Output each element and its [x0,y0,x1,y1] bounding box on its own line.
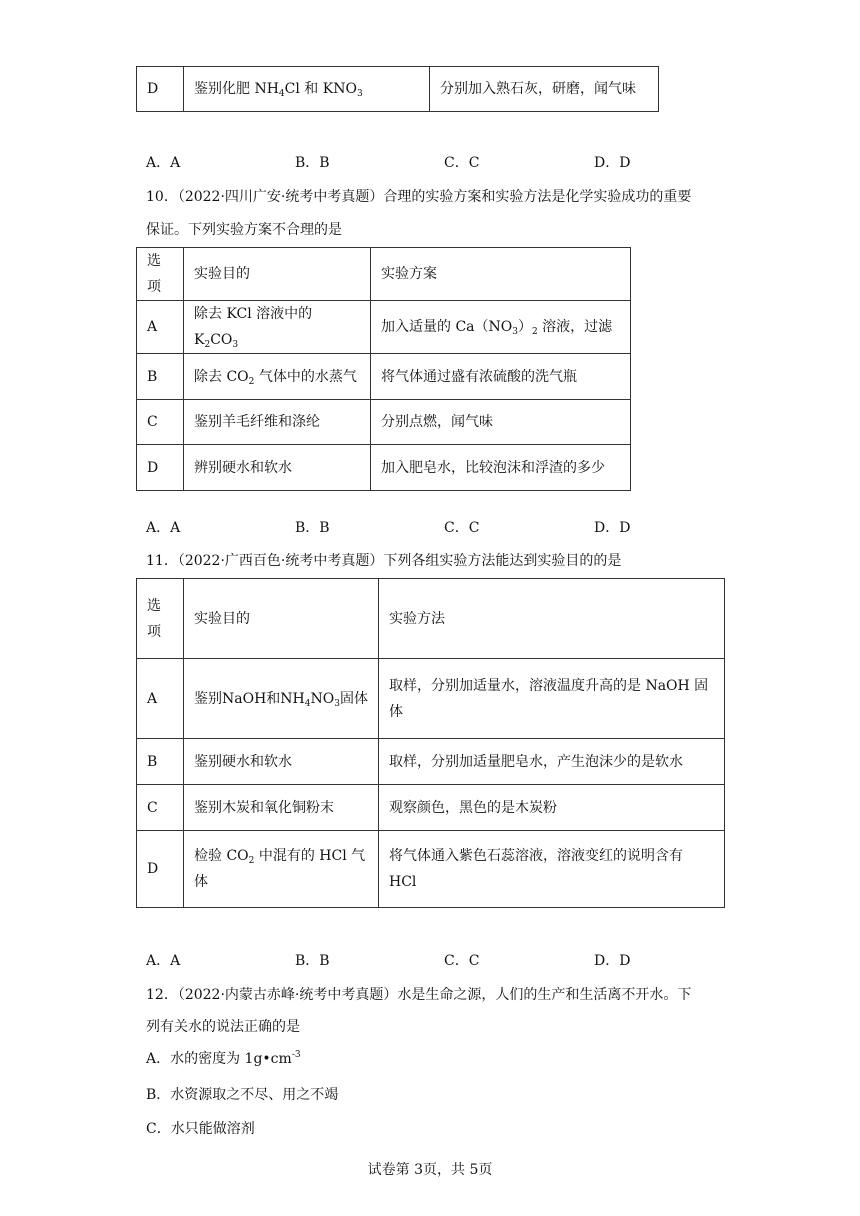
table-row [137,831,725,908]
method-cell: 取样，分别加适量肥皂水，产生泡沫少的是软水 [379,739,725,785]
header-goal: 实验目的 [184,579,379,659]
table-row [137,301,631,354]
q12-option-a[interactable]: A．水的密度为 $1g•cm^{-3}$ [146,1050,301,1067]
table-row [137,785,725,831]
q10-table [136,247,631,491]
table-row [137,67,659,112]
q11-table [136,578,725,908]
goal-cell: 除去 $CO_2$ 气体中的水蒸气 [184,354,371,400]
choice-d[interactable]: D．D [594,953,631,969]
q11-stem: 11．（2022·广西百色·统考中考真题）下列各组实验方法能达到实验目的的是 [146,553,622,569]
table-row [137,659,725,739]
header-option: 选 项 [137,579,184,659]
choice-b[interactable]: B．B [295,953,330,969]
method-cell: 观察颜色，黑色的是木炭粉 [379,785,725,831]
goal-cell: 鉴别羊毛纤维和涤纶 [184,400,371,445]
choice-a[interactable]: A．A [146,520,181,536]
q12-stem-line1: 12．（2022·内蒙古赤峰·统考中考真题）水是生命之源，人们的生产和生活离不开水。下 [146,987,692,1003]
choice-c[interactable]: C．C [444,155,480,171]
table-row [137,445,631,491]
choice-b[interactable]: B．B [295,520,330,536]
q10-stem-line2: 保证。下列实验方案不合理的是 [146,222,342,238]
choice-d[interactable]: D．D [594,155,631,171]
method-cell: 取样，分别加适量水，溶液温度升高的是 NaOH 固体 [379,659,725,739]
option-cell: B [137,739,184,785]
q12-option-b[interactable]: B．水资源取之不尽、用之不竭 [146,1087,339,1103]
option-cell: B [137,354,184,400]
option-cell: D [137,445,184,491]
choice-c[interactable]: C．C [444,520,480,536]
table-header-row [137,248,631,301]
q10-stem-line1: 10．（2022·四川广安·统考中考真题）合理的实验方案和实验方法是化学实验成功的重要 [146,189,692,205]
table-row [137,354,631,400]
method-cell: 分别加入熟石灰，研磨，闻气味 [430,67,659,112]
goal-cell: 检验 $CO_2$ 中混有的 HCl 气体 [184,831,379,908]
method-cell: 分别点燃，闻气味 [371,400,631,445]
page-footer: 试卷第 3页，共 5页 [367,1162,493,1178]
table-row [137,400,631,445]
q12-stem-line2: 列有关水的说法正确的是 [146,1019,300,1035]
header-goal: 实验目的 [184,248,371,301]
goal-cell: 辨别硬水和软水 [184,445,371,491]
choice-c[interactable]: C．C [444,953,480,969]
option-cell: D [137,67,184,112]
option-cell: C [137,785,184,831]
option-cell: A [137,301,184,354]
table-row [137,739,725,785]
option-cell: A [137,659,184,739]
option-cell: D [137,831,184,908]
table-header-row [137,579,725,659]
method-cell: 将气体通过盛有浓硫酸的洗气瓶 [371,354,631,400]
choice-b[interactable]: B．B [295,155,330,171]
method-cell: 加入适量的 $Ca(NO_3)_2$ 溶液，过滤 [371,301,631,354]
method-cell: 加入肥皂水，比较泡沫和浮渣的多少 [371,445,631,491]
choice-a[interactable]: A．A [146,953,181,969]
goal-cell: 鉴别木炭和氧化铜粉末 [184,785,379,831]
header-method: 实验方案 [371,248,631,301]
q12-option-c[interactable]: C．水只能做溶剂 [146,1121,255,1137]
goal-cell: 除去 KCl 溶液中的 $K_2CO_3$ [184,301,371,354]
goal-cell: 鉴别NaOH和$NH_4NO_3$固体 [184,659,379,739]
header-option: 选项 [137,248,184,301]
goal-cell: 鉴别硬水和软水 [184,739,379,785]
header-method: 实验方法 [379,579,725,659]
method-cell: 将气体通入紫色石蕊溶液，溶液变红的说明含有 HCl [379,831,725,908]
choice-d[interactable]: D．D [594,520,631,536]
q9-table [136,66,659,112]
choice-a[interactable]: A．A [146,155,181,171]
goal-cell: 鉴别化肥 $NH_4Cl$ 和 $KNO_3$ [184,67,430,112]
option-cell: C [137,400,184,445]
